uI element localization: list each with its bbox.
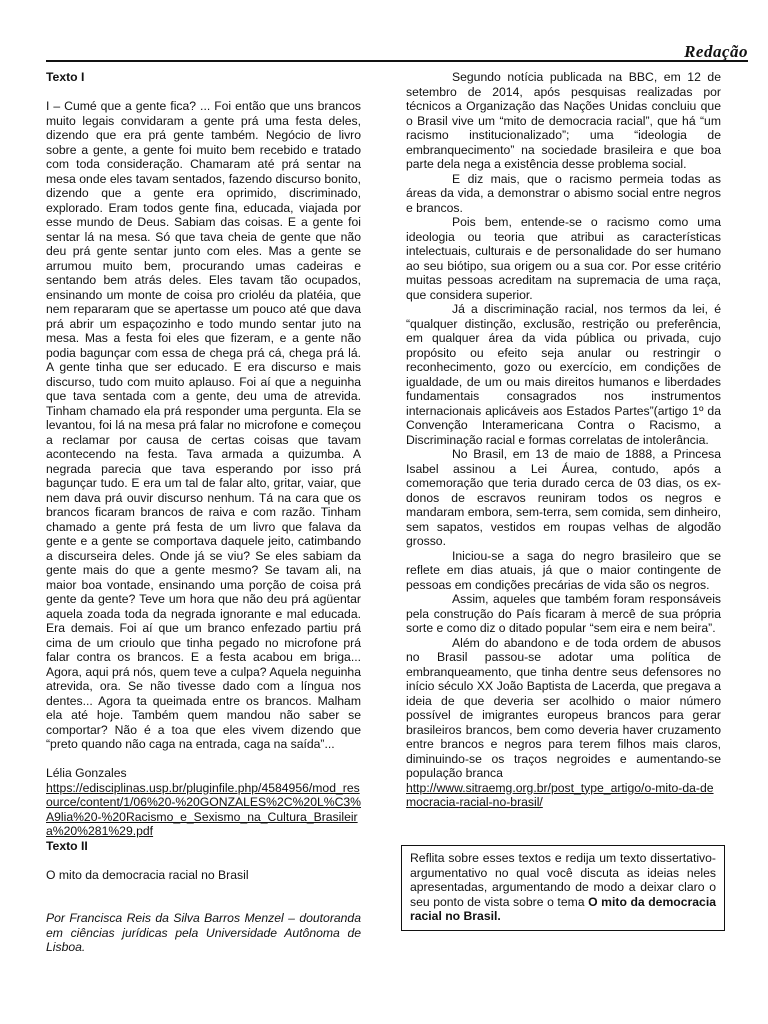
prompt-theme: O mito da democracia racial no Brasil.: [410, 894, 716, 923]
page-title: Redação: [684, 42, 748, 61]
source-link-texto1[interactable]: https://edisciplinas.usp.br/pluginfile.php/4584956/mod_resource/content/1/06%20-%20GONZALES%2C%20L%C3%A9lia%20-%20Racismo_e_Sexismo_na_Cultura_Brasileira%20%281%29.pdf: [46, 780, 362, 838]
paragraph-3: Pois bem, entende-se o racismo como uma ideologia ou teoria que atribui as características intelectuais, culturais e de personalidade do ser humano ao seu biótipo, sua origem ou a sua cor. Por esse critério muitas pessoas acreditam na supremacia de uma raça, que considera superior.: [406, 215, 721, 302]
source-link-texto2[interactable]: http://www.sitraemg.org.br/post_type_artigo/o-mito-da-democracia-racial-no-brasil/: [406, 780, 714, 809]
prompt-text: Reflita sobre esses textos e redija um texto dissertativo-argumentativo no qual você discuta as ideias neles apresentadas, argumentando de modo a deixar claro o seu ponto de vista sobre o tema: [410, 851, 716, 909]
paragraph-2: E diz mais, que o racismo permeia todas as áreas da vida, a demonstrar o abismo social entre negros e brancos.: [406, 171, 721, 215]
paragraph-4: Já a discriminação racial, nos termos da lei, é “qualquer distinção, exclusão, restrição ou preferência, em qualquer área da vida pública ou privada, cujo propósito ou efeito seja anular ou restringir o reconhecimento, gozo ou exercício, em condições de igualdade, de um ou mais direitos humanos e liberdades fundamentais consagrados nos instrumentos internacionais aplicáveis aos Estados Partes”(artigo 1º da Convenção Interamericana Contra o Racismo, a Discriminação racial e formas correlatas de intolerância.: [406, 302, 721, 447]
texto1-body: I – Cumé que a gente fica? ... Foi então que uns brancos muito legais convidaram a gente prá uma festa deles, dizendo que era prá gente também. Negócio de livro sobre a gente, a gente foi muito bem recebido e tratado com toda consideração. Chamaram até prá sentar na mesa onde eles tavam sentados, fazendo discurso bonito, dizendo que a gente era oprimido, discriminado, explorado. Eram todos gente fina, educada, viajada por esse mundo de Deus. Sabiam das coisas. E a gente foi sentar lá na mesa. Só que tava cheia de gente que não deu prá gente sentar junto com eles. Mas a gente se arrumou muito bem, procurando umas cadeiras e sentando bem atrás deles. Eles tavam tão ocupados, ensinando um monte de coisa pro crioléu da platéia, que nem repararam que se apertasse um pouco até que dava prá abrir um espaçozinho e todo mundo sentar juto na mesa. Mas a festa foi eles que fizeram, e a gente não podia bagunçar com essa de chega prá cá, chega prá lá. A gente tinha que ser educado. E era discurso e mais discurso, tudo com muito aplauso. Foi aí que a neguinha que tava sentada com a gente, deu uma de atrevida. Tinham chamado ela prá responder uma pergunta. Ela se levantou, foi lá na mesa prá falar no microfone e começou a reclamar por causa de certas coisas que tavam acontecendo na festa. Tava armada a quizumba. A negrada parecia que tava esperando por isso prá bagunçar tudo. E era um tal de falar alto, gritar, vaiar, que nem dava prá ouvir discurso nenhum. Tá na cara que os brancos ficaram brancos de raiva e com razão. Tinham chamado a gente prá festa de um livro que falava da gente e a gente se comportava daquele jeito, catimbando a discurseira deles. Onde já se viu? Se eles sabiam da gente mais do que a gente mesmo? Se tavam ali, na maior boa vontade, ensinando uma porção de coisa prá gente da gente? Teve um hora que não deu prá agüentar aquela zoada toda da negrada ignorante e mal educada. Era demais. Foi aí que um branco enfezado partiu prá cima de um crioulo que tinha pegado no microfone prá falar contra os brancos. E a festa acabou em briga... Agora, aqui prá nós, quem teve a culpa? Aquela neguinha atrevida, ora. Se não tivesse dado com a língua nos dentes... Agora ta queimada entre os brancos. Malham ela até hoje. Também quem mandou não saber se comportar? Não é a toa que eles vivem dizendo que “preto quando não caga na entrada, caga na saída”...: [46, 99, 361, 751]
paragraph-7: Assim, aqueles que também foram responsáveis pela construção do País ficaram à mercê de sua própria sorte e como diz o ditado popular “sem eira e nem beira”.: [406, 592, 721, 635]
header-divider: [46, 60, 748, 62]
texto1-heading: Texto I: [46, 70, 85, 84]
paragraph-5: No Brasil, em 13 de maio de 1888, a Princesa Isabel assinou a Lei Áurea, contudo, após a comemoração que teria durado cerca de 03 dias, os ex-donos de escravos reuniram todos os negros e mandaram embora, sem-terra, sem comida, sem dinheiro, sem sapatos, vestidos em roupas velhas de algodão grosso.: [406, 447, 721, 548]
left-column: [46, 70, 361, 955]
byline: Por Francisca Reis da Silva Barros Menzel – doutoranda em ciências jurídicas pela Universidade Autônoma de Lisboa.: [46, 911, 361, 954]
essay-prompt-box: [401, 845, 725, 931]
paragraph-1: Segundo notícia publicada na BBC, em 12 de setembro de 2014, após pesquisas realizadas por técnicos a Organização das Nações Unidas concluiu que o Brasil vive um “mito de democracia racial”, que há “um racismo institucionalizado”; uma “ideologia de embranquecimento” na sociedade brasileira e que boa parte dela nega a existência desse problema social.: [406, 70, 721, 171]
author-name: Lélia Gonzales: [46, 766, 127, 780]
texto2-heading: Texto II: [46, 838, 88, 853]
texto2-title: O mito da democracia racial no Brasil: [46, 867, 249, 882]
paragraph-8: Além do abandono e de toda ordem de abusos no Brasil passou-se adotar uma política de embranqueamento, que tinha dentre seus defensores no início século XX João Baptista de Lacerda, que pregava a ideia de que deveria ser acolhido o maior número possível de imigrantes europeus brancos para gerar brasileiros brancos, bem como deveria haver cruzamento entre brancos e negros para terem filhos mais claros, diminuindo-se os traços negroides e aumentando-se população branca: [406, 635, 721, 780]
right-column: [406, 70, 721, 810]
paragraph-6: Iniciou-se a saga do negro brasileiro que se reflete em dias atuais, já que o maior contingente de pessoas em condições precárias de vida são os negros.: [406, 548, 721, 592]
